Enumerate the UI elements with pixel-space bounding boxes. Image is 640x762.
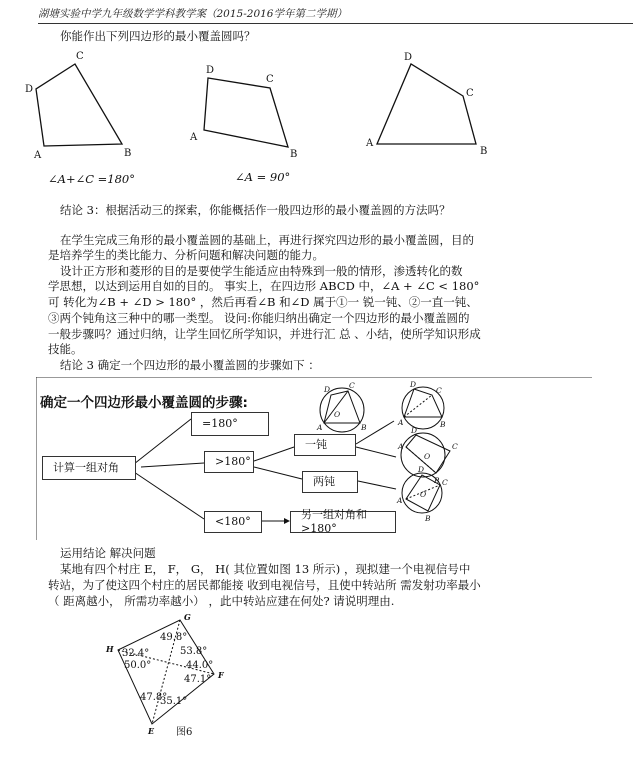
village-figure [100,612,240,742]
paragraph-line-7: 一般步骤吗？通过归纳，让学生回忆所学知识，并进行汇 总 、小结，使所学知识形成 [48,327,481,341]
village-label-e: E [148,726,155,736]
figure-2 [204,78,288,147]
angle-3: 53.8° [180,646,208,657]
flowchart-gt180-box: >180° [204,451,254,473]
fig2-label-d: D [206,65,215,76]
fig3-label-c: C [466,88,474,99]
arrow-one-obtuse-b [356,447,396,457]
paragraph-line-1: 在学生完成三角形的最小覆盖圆的基础上，再进行探究四边形的最小覆盖圆，目的 [60,233,474,247]
connector-lt180 [134,472,204,519]
flowchart-eq180-box: =180° [191,412,269,436]
c3-label-c: C [452,442,458,451]
village-figure-caption: 图6 [176,727,193,738]
connector-eq180 [134,419,191,464]
paragraph-line-5: 可 转化为∠B + ∠D > 180° ，然后再看∠B 和∠D 属于①一 锐一钝、②一直一钝、 [48,295,478,309]
c4-label-d: D [418,465,425,474]
c3-label-o: O [424,452,431,461]
application-line-2: 转站，为了使这四个村庄的居民都能接 收到电视信号，且使中转站所 需发射功率最小 [48,578,481,592]
figure-1-caption: ∠A+∠C =180° [48,172,136,186]
fig1-label-b: B [124,148,132,159]
circle-diagram-1 [320,388,364,432]
angle-8: 35.1° [160,696,188,707]
fig3-label-d: D [404,52,413,63]
paragraph-line-8: 技能。 [48,342,83,356]
conclusion-3-question: 结论 3：根据活动三的探索，你能概括作一般四边形的最小覆盖圆的方法吗？ [60,203,451,217]
fig1-label-a: A [34,150,42,161]
arrow-two-obtuse [358,481,396,489]
figure-1 [36,64,122,146]
angle-5: 44.0° [186,660,214,671]
application-line-3: （ 距离越小， 所需功率越小） ，此中转站应建在何处? 请说明理由. [48,594,395,608]
c1-label-o: O [334,410,341,419]
flowchart-lt180-box: <180° [204,511,262,533]
application-title: 运用结论 解决问题 [60,546,156,560]
c4-label-a: A [397,496,403,505]
application-line-1: 某地有四个村庄 E， F， G， H( 其位置如图 13 所示) ，现拟建一个电视信号中 [60,562,471,576]
connector-one-obtuse [254,447,294,461]
fig1-label-d: D [25,84,34,95]
flowchart-one-obtuse-box: 一钝 [294,434,356,456]
angle-6: 47.1° [184,674,212,685]
angle-4: 50.0° [124,660,152,671]
flowchart [36,377,592,540]
c2-label-b: B [440,420,446,429]
paragraph-line-3: 设计正方形和菱形的目的是要使学生能适应由特殊到一般的情形，渗透转化的数 [60,264,463,278]
c3-label-b: B [434,476,440,485]
c3-label-a: A [398,442,404,451]
flowchart-two-obtuse-box: 两钝 [302,471,358,493]
c4-label-b: B [425,514,431,523]
fig3-label-b: B [480,146,488,157]
figure-1-quad [36,64,122,146]
c2-label-a: A [398,418,404,427]
fig1-label-c: C [76,51,84,62]
figure-2-caption: ∠A = 90° [235,170,291,184]
c1-label-a: A [317,423,323,432]
angle-7: 47.8° [140,692,168,703]
c4-label-c: C [442,478,448,487]
paragraph-line-2: 是培养学生的类比能力、分析问题和解决问题的能力。 [48,248,324,262]
page-header: 湖塘实验中学九年级数学学科教学案（2015-2016学年第二学期） [38,8,347,20]
flowchart-other-pair-box: 另一组对角和>180° [290,511,396,533]
village-label-g: G [184,612,191,622]
village-label-f: F [218,670,224,680]
figure-3 [377,64,476,144]
connector-two-obtuse [254,467,302,479]
paragraph-line-4: 学思想，以达到运用自如的目的。 事实上，在四边形 ABCD 中，∠A + ∠C < 180° [48,279,480,293]
angle-1: 49.8° [160,632,188,643]
fig2-label-b: B [290,149,298,160]
conclusion-3-steps-intro: 结论 3 确定一个四边形的最小覆盖圆的步骤如下 ： [60,358,320,372]
header-divider [38,23,633,24]
c3-label-d: D [411,426,418,435]
c1-label-b: B [361,423,367,432]
fig2-label-a: A [190,132,198,143]
village-label-h: H [106,644,114,654]
paragraph-line-6: ③两个钝角这三种中的哪一类型。 设问:你能归纳出确定一个四边形的最小覆盖圆的 [48,311,470,325]
c4-label-o: O [420,490,427,499]
fig3-label-a: A [366,138,374,149]
c2-label-c: C [436,386,442,395]
intro-question: 你能作出下列四边形的最小覆盖圆吗？ [60,29,256,43]
flowchart-root-box: 计算一组对角 [42,456,136,480]
c1-label-d: D [324,385,331,394]
fig2-label-c: C [266,74,274,85]
flowchart-title: 确定一个四边形最小覆盖圆的步骤: [40,395,248,411]
angle-2: 32.4° [122,648,150,659]
connector-gt180 [141,463,204,467]
figure-3-quad [377,64,476,144]
figure-2-quad [204,78,288,147]
c1-label-c: C [349,381,355,390]
c2-label-d: D [410,380,417,389]
